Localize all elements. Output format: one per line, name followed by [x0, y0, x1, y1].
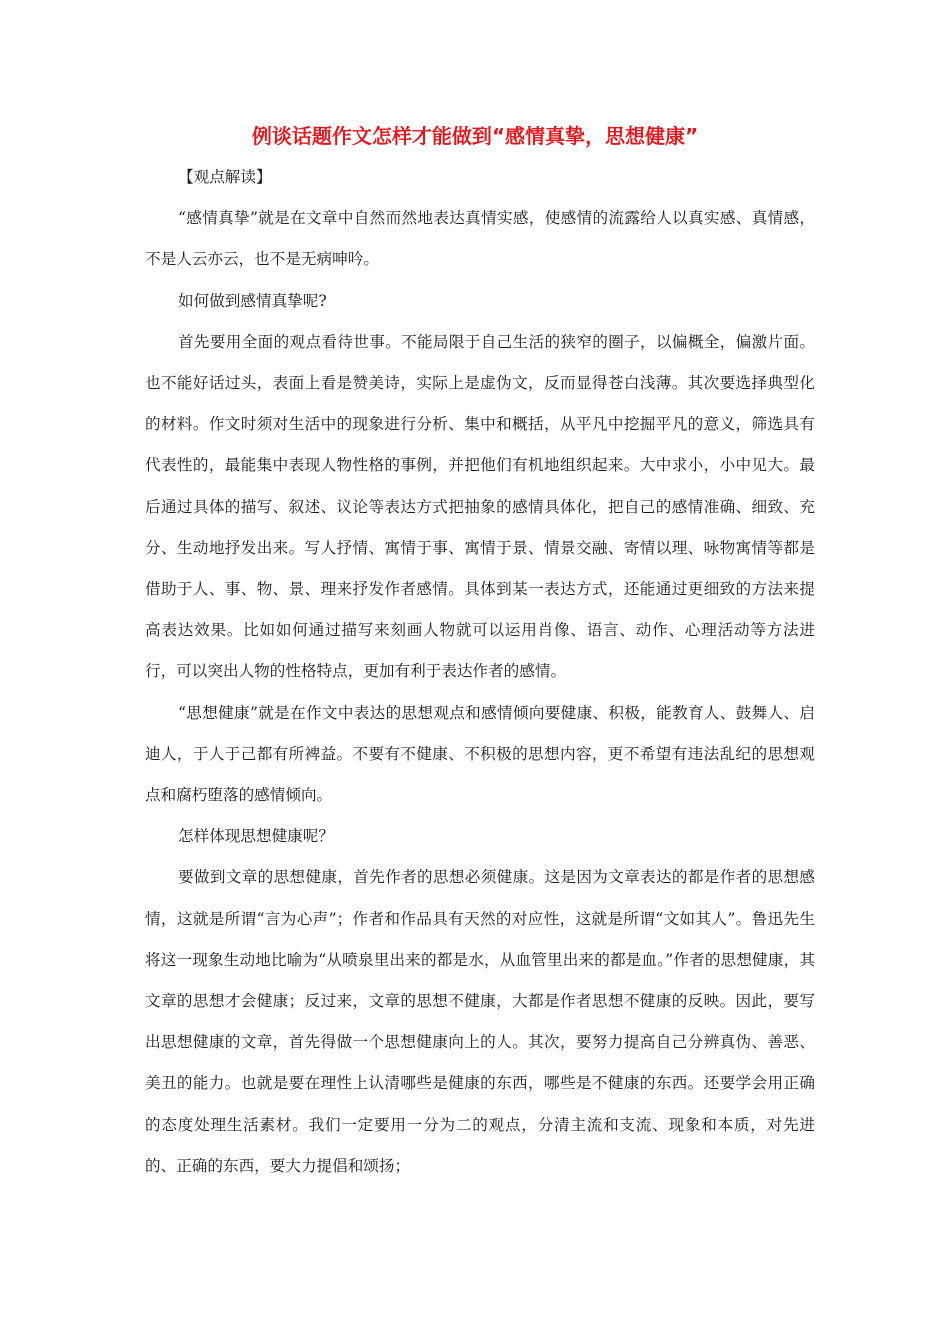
paragraph-methods-sincerity: 首先要用全面的观点看待世事。不能局限于自己生活的狭窄的圈子，以偏概全，偏激片面。也不能好话过头，表面上看是赞美诗，实际上是虚伪文，反而显得苍白浅薄。其次要选择典型化的材料。作文时须对生活中的现象进行分析、集中和概括，从平凡中挖掘平凡的意义，筛选具有代表性的，最能集中表现人物性格的事例，并把他们有机地组织起来。大中求小，小中见大。最后通过具体的描写、叙述、议论等表达方式把抽象的感情具体化，把自己的感情准确、细致、充分、生动地抒发出来。写人抒情、寓情于事、寓情于景、情景交融、寄情以理、咏物寓情等都是借助于人、事、物、景、理来抒发作者感情。具体到某一表达方式，还能通过更细致的方法来提高表达效果。比如如何通过描写来刻画人物就可以运用肖像、语言、动作、心理活动等方法进行，可以突出人物的性格特点，更加有利于表达作者的感情。 [145, 332, 815, 681]
document-title: 例谈话题作文怎样才能做到“感情真挚，思想健康” [251, 124, 699, 148]
paragraph-definition-health: “思想健康”就是在作文中表达的思想观点和感情倾向要健康、积极，能教育人、鼓舞人、启迪人，于人于己都有所裨益。不要有不健康、不积极的思想内容，更不希望有违法乱纪的思想观点和腐朽堕落的感情倾向。 [145, 703, 815, 805]
section-heading: 【观点解读】 [178, 168, 272, 186]
question-health: 怎样体现思想健康呢？ [178, 827, 334, 846]
document-body [145, 157, 815, 1187]
paragraph-methods-health: 要做到文章的思想健康，首先作者的思想必须健康。这是因为文章表达的都是作者的思想感情，这就是所谓“言为心声”；作者和作品具有天然的对应性，这就是所谓“文如其人”。鲁迅先生将这一现象生动地比喻为“从喷泉里出来的都是水，从血管里出来的都是血。”作者的思想健康，其文章的思想才会健康；反过来，文章的思想不健康，大都是作者思想不健康的反映。因此，要写出思想健康的文章，首先得做一个思想健康向上的人。其次，要努力提高自己分辨真伪、善恶、美丑的能力。也就是要在理性上认清哪些是健康的东西，哪些是不健康的东西。还要学会用正确的态度处理生活素材。我们一定要用一分为二的观点，分清主流和支流、现象和本质，对先进的、正确的东西，要大力提倡和颂扬； [145, 868, 815, 1175]
paragraph-definition-sincerity: “感情真挚”就是在文章中自然而然地表达真情实感，使感情的流露给人以真实感、真情感，不是人云亦云，也不是无病呻吟。 [145, 209, 815, 269]
question-sincerity: 如何做到感情真挚呢? [178, 291, 327, 310]
